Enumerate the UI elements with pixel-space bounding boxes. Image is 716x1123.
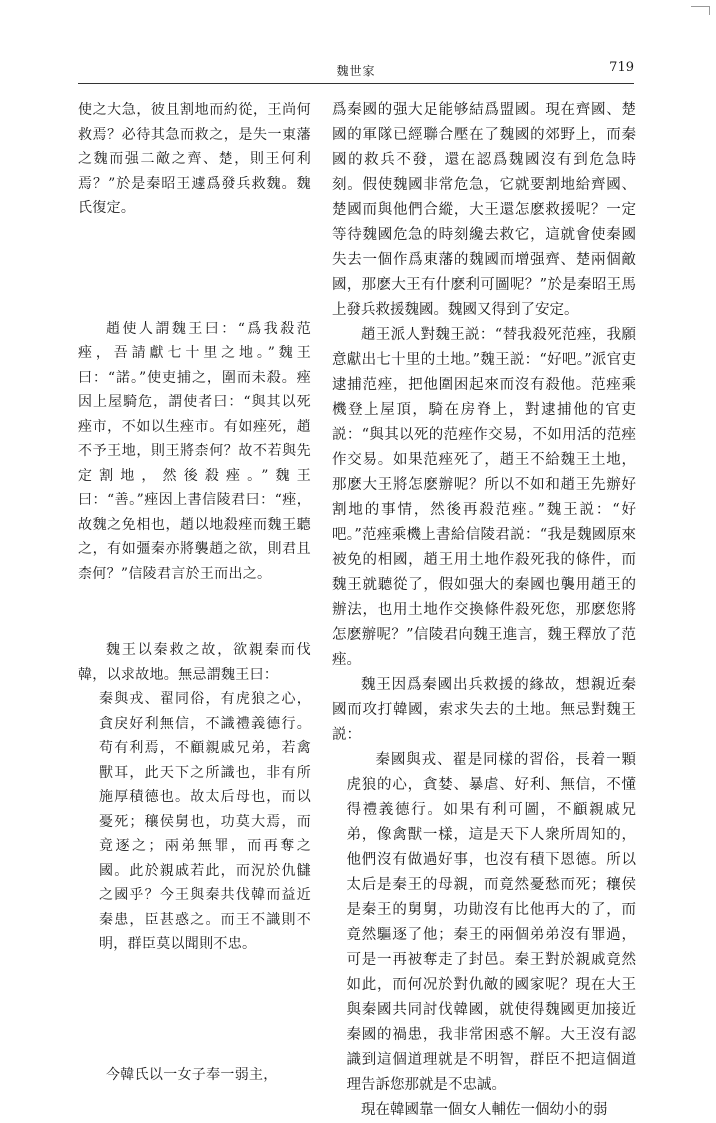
- translation-column: [332, 98, 636, 1118]
- spacer: [78, 957, 311, 1063]
- translation-paragraph-3: 魏王因爲秦國出兵救援的緣故，想親近秦國而攻打韓國，索求失去的土地。無忌對魏王説：: [332, 677, 636, 743]
- classical-text-column: [78, 98, 311, 1083]
- header-rule: [78, 83, 634, 84]
- classical-paragraph-1: 使之大急，彼且割地而約從，王尚何救焉？必待其急而救之，是失一東藩之魏而强二敵之齊、楚，則王何利焉？”於是秦昭王遽爲發兵救魏。魏氏復定。: [78, 102, 311, 216]
- spacer: [78, 586, 311, 638]
- page-corner-mark: [691, 6, 710, 15]
- page-number: 719: [609, 60, 634, 75]
- translation-paragraph-1: 爲秦國的强大足能够結爲盟國。現在齊國、楚國的軍隊已經聯合壓在了魏國的郊野上，而秦國的救兵不發，還在認爲魏國沒有到危急時刻。假使魏國非常危急，它就要割地給齊國、楚國而與他們合縱，大王還怎麽救援呢？一定等待魏國危急的時刻纔去救它，這就會使秦國失去一個作爲東藩的魏國而增强齊、楚兩個敵國，那麽大王有什麽利可圖呢？”於是秦昭王馬上發兵救援魏國。魏國又得到了安定。: [332, 102, 636, 318]
- translation-quotation: 秦國與戎、翟是同樣的習俗，長着一顆虎狼的心，貪婪、暴虐、好利、無信，不懂得禮義德行。如果有利可圖，不顧親戚兄弟，像禽獸一樣，這是天下人衆所周知的，他們沒有做過好事，也沒有積下恩德。所以太后是秦王的母親，而竟然憂愁而死；穰侯是秦王的舅舅，功勛沒有比他再大的了，而竟然驅逐了他；秦王的兩個弟弟沒有罪過，可是一再被奪走了封邑。秦王對於親戚竟然如此，而何况於對仇敵的國家呢？現在大王與秦國共同討伐韓國，就使得魏國更加接近秦國的禍患，我非常困惑不解。大王沒有認識到這個道理就是不明智，群臣不把這個道理告訴您那就是不忠誠。: [346, 752, 636, 1093]
- running-title: 魏世家: [336, 64, 376, 78]
- translation-paragraph-5: 現在韓國靠一個女人輔佐一個幼小的弱: [361, 1102, 608, 1118]
- spacer: [78, 221, 311, 317]
- classical-paragraph-5: 今韓氏以一女子奉一弱主，: [106, 1066, 278, 1083]
- classical-paragraph-2: 趙使人謂魏王曰：“爲我殺范痤，吾請獻七十里之地。”魏王曰：“諾。”使吏捕之，圍而未殺。痤因上屋騎危，謂使者曰：“與其以死痤市，不如以生痤市。有如痤死，趙不予王地，則王將柰何？故不若與先定割地，然後殺痤。”魏王曰：“善。”痤因上書信陵君曰：“痤，故魏之免相也，趙以地殺痤而魏王聽之，有如彊秦亦將襲趙之欲，則君且柰何？”信陵君言於王而出之。: [78, 320, 311, 582]
- translation-paragraph-2: 趙王派人對魏王説：“替我殺死范痤，我願意獻出七十里的土地。”魏王説：“好吧。”派官吏逮捕范痤，把他圍困起來而沒有殺他。范痤乘機登上屋頂，騎在房脊上，對逮捕他的官吏説：“與其以死的范痤作交易，不如用活的范痤作交易。如果范痤死了，趙王不給魏王土地，那麽大王將怎麽辦呢？所以不如和趙王先辦好割地的事情，然後再殺范痤。”魏王説：“好吧。”范痤乘機上書給信陵君説：“我是魏國原來被免的相國，趙王用土地作殺死我的條件，而魏王就聽從了，假如强大的秦國也襲用趙王的辦法，也用土地作交換條件殺死您，那麽您將怎麽辦呢？”信陵君向魏王進言，魏王釋放了范痤。: [332, 327, 636, 668]
- page-header: [78, 60, 634, 82]
- classical-quotation: 秦與戎、翟同俗，有虎狼之心，貪戾好利無信，不識禮義德行。苟有利焉，不顧親戚兄弟，若禽獸耳，此天下之所識也，非有所施厚積德也。故太后母也，而以憂死；穰侯舅也，功莫大焉，而竟逐之；兩弟無罪，而再奪之國。此於親戚若此，而況於仇讎之國乎？今王與秦共伐韓而益近秦患，臣甚惑之。而王不識則不明，群臣莫以聞則不忠。: [99, 691, 311, 952]
- classical-paragraph-3: 魏王以秦救之故，欲親秦而伐韓，以求故地。無忌謂魏王曰：: [78, 642, 311, 683]
